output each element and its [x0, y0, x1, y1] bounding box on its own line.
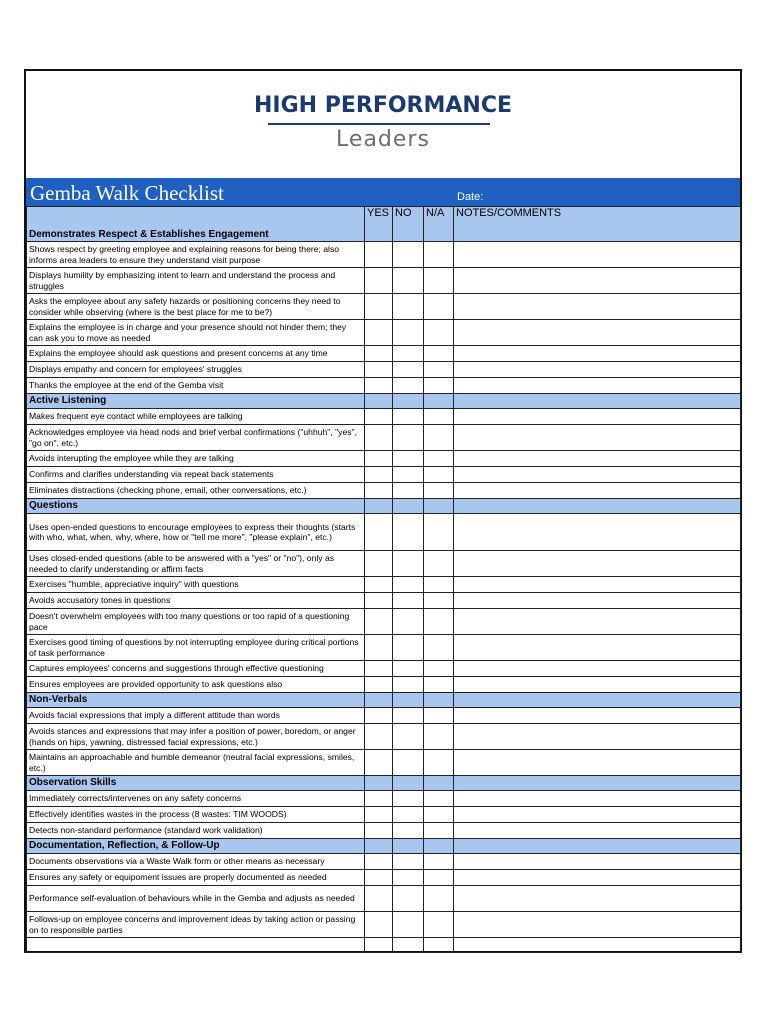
checklist-item-row: [27, 750, 741, 776]
blank-cell: [393, 938, 424, 953]
no-checkbox-cell[interactable]: [393, 823, 424, 839]
no-cell: [393, 394, 424, 409]
checklist-item-text: Performance self-evaluation of behaviours while in the Gemba and adjusts as needed: [27, 886, 365, 912]
yes-checkbox-cell[interactable]: [365, 886, 393, 912]
checklist-item-row: [27, 593, 741, 609]
notes-cell[interactable]: [454, 886, 741, 912]
yes-checkbox-cell[interactable]: [365, 409, 393, 425]
no-checkbox-cell[interactable]: [393, 635, 424, 661]
yes-checkbox-cell[interactable]: [365, 451, 393, 467]
checklist-item-text: Immediately corrects/intervenes on any safety concerns: [27, 791, 365, 807]
checklist-item-row: [27, 514, 741, 551]
checklist-item-row: [27, 551, 741, 577]
notes-cell[interactable]: [454, 268, 741, 294]
notes-cell: [454, 776, 741, 791]
date-label: Date:: [457, 191, 484, 203]
section-title: Demonstrates Respect & Establishes Engagement: [27, 207, 365, 242]
notes-cell[interactable]: [454, 409, 741, 425]
logo-line2: Leaders: [336, 127, 430, 152]
section-header-row: [27, 394, 741, 409]
na-checkbox-cell[interactable]: [424, 609, 454, 635]
checklist-item-text: Eliminates distractions (checking phone, email, other conversations, etc.): [27, 483, 365, 499]
no-checkbox-cell[interactable]: [393, 677, 424, 693]
na-cell: [424, 499, 454, 514]
section-title: Active Listening: [27, 394, 365, 409]
yes-cell: [365, 499, 393, 514]
checklist-item-text: Acknowledges employee via head nods and brief verbal confirmations ("uhhuh", "yes", "go on", etc.): [27, 425, 365, 451]
checklist-item-row: [27, 346, 741, 362]
checklist-item-text: Explains the employee should ask questions and present concerns at any time: [27, 346, 365, 362]
yes-checkbox-cell[interactable]: [365, 724, 393, 750]
blank-cell: [424, 938, 454, 953]
no-checkbox-cell[interactable]: [393, 577, 424, 593]
yes-checkbox-cell[interactable]: [365, 912, 393, 938]
checklist-item-text: Shows respect by greeting employee and explaining reasons for being there; also informs area leaders to ensure they understand visit purpose: [27, 242, 365, 268]
na-checkbox-cell[interactable]: [424, 677, 454, 693]
na-checkbox-cell[interactable]: [424, 854, 454, 870]
notes-cell[interactable]: [454, 912, 741, 938]
notes-cell[interactable]: [454, 708, 741, 724]
na-checkbox-cell[interactable]: [424, 467, 454, 483]
checklist-item-text: Makes frequent eye contact while employees are talking: [27, 409, 365, 425]
na-checkbox-cell[interactable]: [424, 320, 454, 346]
yes-checkbox-cell[interactable]: [365, 854, 393, 870]
notes-cell[interactable]: [454, 724, 741, 750]
yes-checkbox-cell[interactable]: [365, 294, 393, 320]
yes-checkbox-cell[interactable]: [365, 268, 393, 294]
section-title: Questions: [27, 499, 365, 514]
checklist-item-row: [27, 635, 741, 661]
notes-cell: [454, 394, 741, 409]
notes-cell[interactable]: [454, 514, 741, 551]
notes-cell[interactable]: [454, 467, 741, 483]
na-checkbox-cell[interactable]: [424, 708, 454, 724]
checklist-item-row: [27, 483, 741, 499]
na-checkbox-cell[interactable]: [424, 886, 454, 912]
na-cell: [424, 839, 454, 854]
notes-cell[interactable]: [454, 362, 741, 378]
no-column-header: NO: [393, 207, 424, 242]
no-checkbox-cell[interactable]: [393, 609, 424, 635]
na-checkbox-cell[interactable]: [424, 483, 454, 499]
checklist-item-row: [27, 870, 741, 886]
yes-cell: [365, 839, 393, 854]
checklist-item-text: Follows-up on employee concerns and improvement ideas by taking action or passing on to responsible parties: [27, 912, 365, 938]
yes-checkbox-cell[interactable]: [365, 677, 393, 693]
notes-cell[interactable]: [454, 451, 741, 467]
yes-cell: [365, 776, 393, 791]
section-header-row: [27, 839, 741, 854]
checklist-item-text: Confirms and clarifies understanding via repeat back statements: [27, 467, 365, 483]
no-checkbox-cell[interactable]: [393, 791, 424, 807]
checklist-item-text: Displays empathy and concern for employees' struggles: [27, 362, 365, 378]
notes-cell[interactable]: [454, 807, 741, 823]
checklist-item-row: [27, 886, 741, 912]
checklist-item-row: [27, 451, 741, 467]
na-checkbox-cell[interactable]: [424, 242, 454, 268]
na-column-header: N/A: [424, 207, 454, 242]
no-checkbox-cell[interactable]: [393, 661, 424, 677]
yes-checkbox-cell[interactable]: [365, 362, 393, 378]
checklist-item-row: [27, 724, 741, 750]
checklist-item-row: [27, 609, 741, 635]
na-checkbox-cell[interactable]: [424, 870, 454, 886]
checklist-item-text: Thanks the employee at the end of the Gemba visit: [27, 378, 365, 394]
yes-checkbox-cell[interactable]: [365, 483, 393, 499]
checklist-item-text: Ensures employees are provided opportunity to ask questions also: [27, 677, 365, 693]
notes-cell[interactable]: [454, 750, 741, 776]
yes-checkbox-cell[interactable]: [365, 467, 393, 483]
na-checkbox-cell[interactable]: [424, 807, 454, 823]
na-checkbox-cell[interactable]: [424, 724, 454, 750]
checklist-item-text: Detects non-standard performance (standard work validation): [27, 823, 365, 839]
checklist-item-text: Avoids stances and expressions that may infer a position of power, boredom, or anger (hands on hips, yawning, distressed facial expressions, etc.): [27, 724, 365, 750]
yes-checkbox-cell[interactable]: [365, 378, 393, 394]
no-checkbox-cell[interactable]: [393, 467, 424, 483]
yes-checkbox-cell[interactable]: [365, 750, 393, 776]
yes-checkbox-cell[interactable]: [365, 791, 393, 807]
yes-checkbox-cell[interactable]: [365, 514, 393, 551]
na-checkbox-cell[interactable]: [424, 362, 454, 378]
notes-cell[interactable]: [454, 635, 741, 661]
yes-checkbox-cell[interactable]: [365, 425, 393, 451]
notes-cell[interactable]: [454, 551, 741, 577]
na-checkbox-cell[interactable]: [424, 294, 454, 320]
notes-cell[interactable]: [454, 320, 741, 346]
no-checkbox-cell[interactable]: [393, 320, 424, 346]
yes-cell: [365, 693, 393, 708]
notes-cell[interactable]: [454, 378, 741, 394]
checklist-item-text: Avoids interupting the employee while they are talking: [27, 451, 365, 467]
checklist-item-text: Explains the employee is in charge and your presence should not hinder them; they can ask you to move as needed: [27, 320, 365, 346]
checklist-item-text: Avoids accusatory tones in questions: [27, 593, 365, 609]
notes-cell[interactable]: [454, 593, 741, 609]
notes-cell[interactable]: [454, 823, 741, 839]
na-checkbox-cell[interactable]: [424, 346, 454, 362]
notes-cell[interactable]: [454, 677, 741, 693]
section-title: Non-Verbals: [27, 693, 365, 708]
checklist-item-text: Exercises "humble, appreciative inquiry" with questions: [27, 577, 365, 593]
checklist-item-row: [27, 661, 741, 677]
checklist-item-row: [27, 708, 741, 724]
notes-cell[interactable]: [454, 346, 741, 362]
checklist-item-text: Exercises good timing of questions by not interrupting employee during critical portions of task performance: [27, 635, 365, 661]
na-checkbox-cell[interactable]: [424, 551, 454, 577]
na-checkbox-cell[interactable]: [424, 635, 454, 661]
notes-cell: [454, 693, 741, 708]
yes-column-header: YES: [365, 207, 393, 242]
no-checkbox-cell[interactable]: [393, 854, 424, 870]
no-checkbox-cell[interactable]: [393, 514, 424, 551]
section-header-row: [27, 776, 741, 791]
checklist-item-text: Maintains an approachable and humble demeanor (neutral facial expressions, smiles, etc.): [27, 750, 365, 776]
no-checkbox-cell[interactable]: [393, 294, 424, 320]
checklist-title: Gemba Walk Checklist: [30, 181, 224, 205]
checklist-item-row: [27, 409, 741, 425]
na-checkbox-cell[interactable]: [424, 451, 454, 467]
na-checkbox-cell[interactable]: [424, 593, 454, 609]
na-cell: [424, 394, 454, 409]
no-checkbox-cell[interactable]: [393, 425, 424, 451]
section-title: Observation Skills: [27, 776, 365, 791]
no-checkbox-cell[interactable]: [393, 807, 424, 823]
na-checkbox-cell[interactable]: [424, 823, 454, 839]
notes-cell[interactable]: [454, 661, 741, 677]
yes-checkbox-cell[interactable]: [365, 807, 393, 823]
na-checkbox-cell[interactable]: [424, 378, 454, 394]
no-checkbox-cell[interactable]: [393, 724, 424, 750]
checklist-item-text: Documents observations via a Waste Walk form or other means as necessary: [27, 854, 365, 870]
notes-cell[interactable]: [454, 294, 741, 320]
yes-checkbox-cell[interactable]: [365, 577, 393, 593]
no-checkbox-cell[interactable]: [393, 708, 424, 724]
checklist-item-row: [27, 677, 741, 693]
notes-cell[interactable]: [454, 242, 741, 268]
na-cell: [424, 776, 454, 791]
section-header-row: [27, 207, 741, 242]
checklist-item-text: Captures employees' concerns and suggestions through effective questioning: [27, 661, 365, 677]
no-checkbox-cell[interactable]: [393, 750, 424, 776]
yes-checkbox-cell[interactable]: [365, 242, 393, 268]
yes-checkbox-cell[interactable]: [365, 823, 393, 839]
checklist-item-text: Displays humility by emphasizing intent to learn and understand the process and struggles: [27, 268, 365, 294]
checklist-item-row: [27, 854, 741, 870]
section-header-row: [27, 499, 741, 514]
no-checkbox-cell[interactable]: [393, 409, 424, 425]
checklist-item-text: Uses closed-ended questions (able to be answered with a "yes" or "no"), only as needed to clarify understanding or affirm facts: [27, 551, 365, 577]
yes-checkbox-cell[interactable]: [365, 870, 393, 886]
checklist-item-text: Ensures any safety or equipoment issues are properly documented as needed: [27, 870, 365, 886]
no-checkbox-cell[interactable]: [393, 593, 424, 609]
checklist-item-row: [27, 242, 741, 268]
no-checkbox-cell[interactable]: [393, 378, 424, 394]
logo-rule: [268, 123, 490, 125]
checklist-item-row: [27, 268, 741, 294]
blank-cell: [365, 938, 393, 953]
no-cell: [393, 839, 424, 854]
no-checkbox-cell[interactable]: [393, 551, 424, 577]
checklist-item-row: [27, 362, 741, 378]
na-cell: [424, 693, 454, 708]
notes-cell: [454, 839, 741, 854]
checklist-item-text: Effectively identifies wastes in the process (8 wastes: TIM WOODS): [27, 807, 365, 823]
notes-column-header: NOTES/COMMENTS: [454, 207, 741, 242]
checklist-item-row: [27, 823, 741, 839]
checklist-sheet: [24, 69, 742, 953]
checklist-item-text: Doesn't overwhelm employees with too many questions or too rapid of a questioning pace: [27, 609, 365, 635]
no-cell: [393, 776, 424, 791]
checklist-item-row: [27, 791, 741, 807]
checklist-item-row: [27, 577, 741, 593]
blank-cell: [454, 938, 741, 953]
checklist-item-row: [27, 294, 741, 320]
no-checkbox-cell[interactable]: [393, 483, 424, 499]
checklist-item-text: Avoids facial expressions that imply a different attitude than words: [27, 708, 365, 724]
no-checkbox-cell[interactable]: [393, 268, 424, 294]
yes-checkbox-cell[interactable]: [365, 661, 393, 677]
yes-checkbox-cell[interactable]: [365, 551, 393, 577]
no-checkbox-cell[interactable]: [393, 886, 424, 912]
title-bar: [26, 178, 740, 206]
notes-cell[interactable]: [454, 609, 741, 635]
company-logo: [26, 71, 740, 178]
yes-checkbox-cell[interactable]: [365, 609, 393, 635]
blank-cell: [27, 938, 365, 953]
yes-checkbox-cell[interactable]: [365, 708, 393, 724]
notes-cell[interactable]: [454, 791, 741, 807]
checklist-item-row: [27, 425, 741, 451]
yes-checkbox-cell[interactable]: [365, 593, 393, 609]
checklist-item-text: Uses open-ended questions to encourage employees to express their thoughts (starts with who, what, when, why, where, how or "tell me more", "please explain", etc.): [27, 514, 365, 551]
logo-line1: HIGH PERFORMANCE: [254, 93, 512, 118]
na-checkbox-cell[interactable]: [424, 577, 454, 593]
yes-checkbox-cell[interactable]: [365, 635, 393, 661]
yes-checkbox-cell[interactable]: [365, 320, 393, 346]
checklist-item-row: [27, 912, 741, 938]
checklist-item-row: [27, 378, 741, 394]
yes-cell: [365, 394, 393, 409]
no-cell: [393, 499, 424, 514]
notes-cell[interactable]: [454, 577, 741, 593]
na-checkbox-cell[interactable]: [424, 912, 454, 938]
na-checkbox-cell[interactable]: [424, 268, 454, 294]
notes-cell: [454, 499, 741, 514]
checklist-table: [26, 206, 741, 953]
section-title: Documentation, Reflection, & Follow-Up: [27, 839, 365, 854]
notes-cell[interactable]: [454, 870, 741, 886]
checklist-item-row: [27, 467, 741, 483]
na-checkbox-cell[interactable]: [424, 791, 454, 807]
notes-cell[interactable]: [454, 483, 741, 499]
no-checkbox-cell[interactable]: [393, 912, 424, 938]
no-checkbox-cell[interactable]: [393, 870, 424, 886]
notes-cell[interactable]: [454, 854, 741, 870]
yes-checkbox-cell[interactable]: [365, 346, 393, 362]
na-checkbox-cell[interactable]: [424, 409, 454, 425]
no-checkbox-cell[interactable]: [393, 346, 424, 362]
checklist-item-text: Asks the employee about any safety hazards or positioning concerns they need to consider while observing (where is the best place for me to be?): [27, 294, 365, 320]
no-cell: [393, 693, 424, 708]
blank-row: [27, 938, 741, 953]
no-checkbox-cell[interactable]: [393, 451, 424, 467]
na-checkbox-cell[interactable]: [424, 661, 454, 677]
na-checkbox-cell[interactable]: [424, 425, 454, 451]
section-header-row: [27, 693, 741, 708]
no-checkbox-cell[interactable]: [393, 242, 424, 268]
na-checkbox-cell[interactable]: [424, 514, 454, 551]
checklist-item-row: [27, 807, 741, 823]
checklist-item-row: [27, 320, 741, 346]
no-checkbox-cell[interactable]: [393, 362, 424, 378]
notes-cell[interactable]: [454, 425, 741, 451]
na-checkbox-cell[interactable]: [424, 750, 454, 776]
